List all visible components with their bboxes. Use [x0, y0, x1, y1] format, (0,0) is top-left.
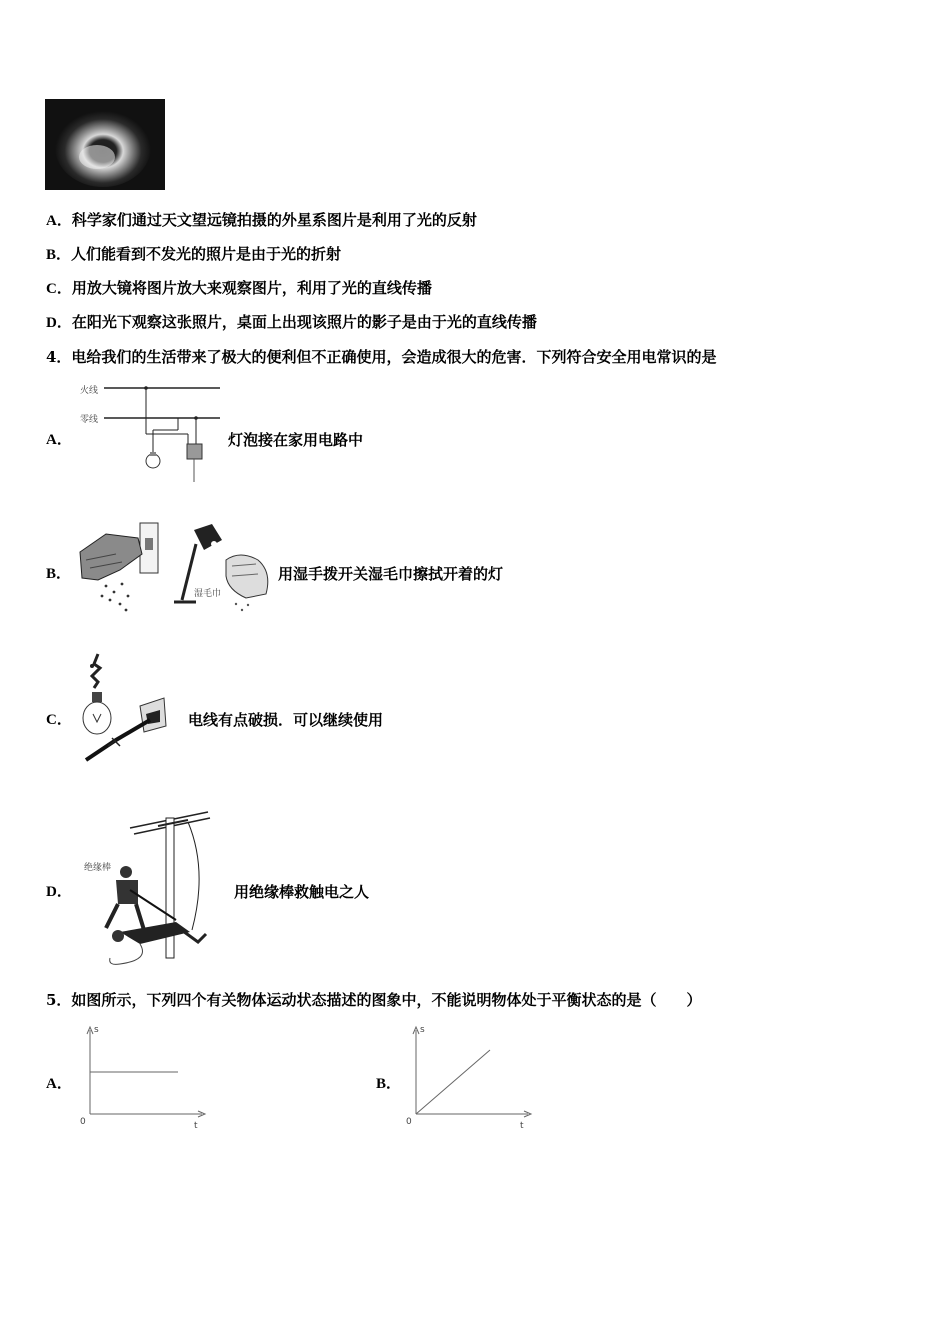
q5-option-b-label: B．: [376, 1076, 402, 1092]
rescue-illustration: [80, 810, 212, 968]
wet-hand-illustration: [76, 520, 276, 618]
graph-b-origin: 0: [406, 1117, 412, 1127]
graph-a-origin: 0: [80, 1117, 86, 1127]
graph-a-x-label: t: [194, 1121, 198, 1130]
q5-option-a-label: A．: [46, 1076, 72, 1092]
q3-option-b: B．人们能看到不发光的照片是由于光的折射: [46, 245, 342, 263]
q4-option-c-label: C．: [46, 712, 72, 728]
graph-a: [76, 1022, 210, 1130]
graph-a-y-label: s: [94, 1025, 99, 1035]
live-wire-label: 火线: [80, 386, 99, 396]
q3-option-a: A．科学家们通过天文望远镜拍摄的外星系图片是利用了光的反射: [46, 211, 477, 229]
q3-option-c: C．用放大镜将图片放大来观察图片，利用了光的直线传播: [46, 279, 432, 297]
q5-stem: 5．如图所示，下列四个有关物体运动状态描述的图象中，不能说明物体处于平衡状态的是（ ）: [46, 991, 702, 1009]
graph-b: [402, 1022, 536, 1130]
q4-option-a-text: 灯泡接在家用电路中: [228, 431, 364, 449]
damaged-wire-illustration: [76, 652, 172, 764]
graph-b-x-label: t: [520, 1121, 524, 1130]
q4-option-c-text: 电线有点破损．可以继续使用: [188, 711, 384, 729]
q4-stem: 4．电给我们的生活带来了极大的便利但不正确使用，会造成很大的危害．下列符合安全用电常识的是: [46, 348, 717, 366]
black-hole-photo: [45, 99, 165, 190]
q3-option-d: D．在阳光下观察这张照片，桌面上出现该照片的影子是由于光的直线传播: [46, 313, 537, 331]
neutral-wire-label: 零线: [80, 415, 99, 425]
q4-option-a-label: A．: [46, 432, 72, 448]
circuit-diagram: [78, 378, 223, 486]
q4-option-d-label: D．: [46, 884, 72, 900]
graph-b-y-label: s: [420, 1025, 425, 1035]
q4-option-b-text: 用湿手拨开关湿毛巾擦拭开着的灯: [278, 565, 504, 583]
q4-option-d-text: 用绝缘棒救触电之人: [234, 883, 370, 901]
wet-towel-label: 湿毛巾: [194, 589, 222, 599]
q4-option-b-label: B．: [46, 566, 72, 582]
insulating-rod-label: 绝缘棒: [84, 863, 112, 873]
